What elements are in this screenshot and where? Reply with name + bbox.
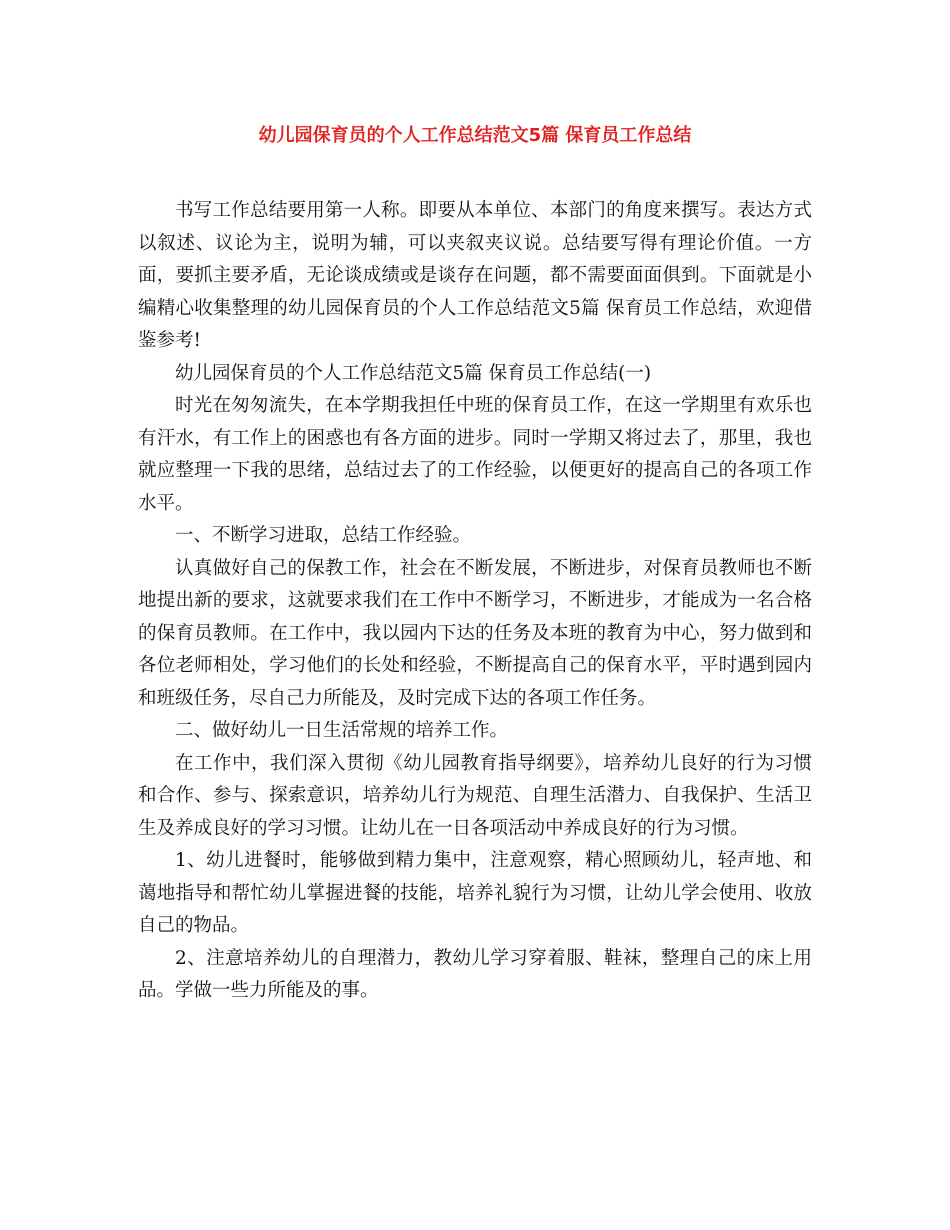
paragraph-section-title: 幼儿园保育员的个人工作总结范文5篇 保育员工作总结(一) (175, 362, 652, 384)
paragraph: 在工作中，我们深入贯彻《幼儿园教育指导纲要》，培养幼儿良好的行为习惯和合作、参与、探索意识，培养幼儿行为规范、自理生活潜力、自我保护、生活卫生及养成良好的学习习惯。让幼儿在一日各项活动中养成良好的行为习惯。 (138, 752, 812, 839)
document-body (138, 195, 812, 1008)
paragraph-intro: 书写工作总结要用第一人称。即要从本单位、本部门的角度来撰写。表达方式以叙述、议论为主，说明为辅，可以夹叙夹议说。总结要写得有理论价值。一方面，要抓主要矛盾，无论谈成绩或是谈存在问题，都不需要面面俱到。下面就是小编精心收集整理的幼儿园保育员的个人工作总结范文5篇 保育员工作总结，欢迎借鉴参考! (138, 200, 812, 351)
document-title: 幼儿园保育员的个人工作总结范文5篇 保育员工作总结 (258, 125, 692, 146)
paragraph: 认真做好自己的保教工作，社会在不断发展，不断进步，对保育员教师也不断地提出新的要求，这就要求我们在工作中不断学习，不断进步，才能成为一名合格的保育员教师。在工作中，我以园内下达的任务及本班的教育为中心，努力做到和各位老师相处，学习他们的长处和经验，不断提高自己的保育水平，平时遇到园内和班级任务，尽自己力所能及，及时完成下达的各项工作任务。 (138, 557, 812, 709)
paragraph-item-1: 1、幼儿进餐时，能够做到精力集中，注意观察，精心照顾幼儿，轻声地、和蔼地指导和帮忙幼儿掌握进餐的技能，培养礼貌行为习惯，让幼儿学会使用、收放自己的物品。 (138, 850, 812, 936)
paragraph: 时光在匆匆流失，在本学期我担任中班的保育员工作，在这一学期里有欢乐也有汗水，有工作上的困惑也有各方面的进步。同时一学期又将过去了，那里，我也就应整理一下我的思绪，总结过去了的工作经验，以便更好的提高自己的各项工作水平。 (138, 395, 812, 514)
paragraph-item-2: 2、注意培养幼儿的自理潜力，教幼儿学习穿着服、鞋袜，整理自己的床上用品。学做一些力所能及的事。 (138, 947, 812, 1001)
paragraph-heading-2: 二、做好幼儿一日生活常规的培养工作。 (175, 720, 509, 741)
paragraph-heading-1: 一、不断学习进取，总结工作经验。 (175, 525, 472, 546)
